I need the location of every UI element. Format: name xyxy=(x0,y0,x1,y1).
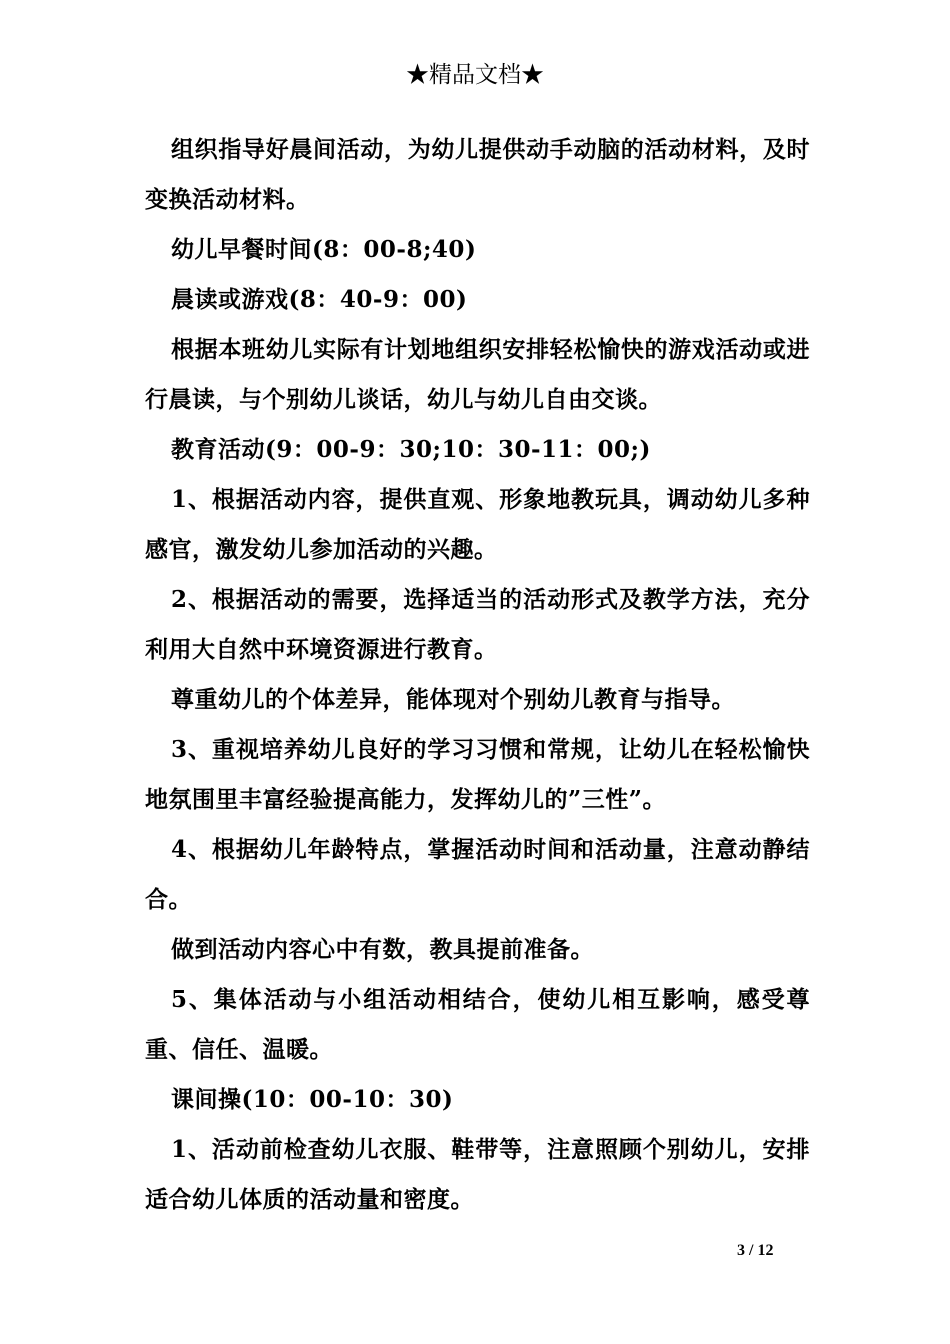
paragraph-reading-or-games: 晨读或游戏(8：40-9：00) xyxy=(171,286,468,313)
paragraph-item-2: 2、根据活动的需要，选择适当的活动形式及教学方法，充分利用大自然中环境资源进行教育。 xyxy=(145,586,810,663)
paragraph-recess-item-1: 1、活动前检查幼儿衣服、鞋带等，注意照顾个别幼儿，安排适合幼儿体质的活动量和密度。 xyxy=(145,1136,810,1213)
paragraph-recess-exercise: 课间操(10：00-10：30) xyxy=(171,1086,454,1113)
paragraph-item-3: 3、重视培养幼儿良好的学习习惯和常规，让幼儿在轻松愉快地氛围里丰富经验提高能力，发挥幼儿的”三性”。 xyxy=(145,736,810,813)
page-header-title: ★精品文档★ xyxy=(406,62,544,88)
paragraph-education-activities: 教育活动(9：00-9：30;10：30-11：00;) xyxy=(171,436,651,463)
paragraph-preparation: 做到活动内容心中有数，教具提前准备。 xyxy=(171,936,594,963)
paragraph-item-4: 4、根据幼儿年龄特点，掌握活动时间和活动量，注意动静结合。 xyxy=(145,836,810,913)
paragraph-morning-activities: 组织指导好晨间活动，为幼儿提供动手动脑的活动材料，及时变换活动材料。 xyxy=(145,136,810,213)
document-body xyxy=(145,125,810,1225)
paragraph-breakfast-time: 幼儿早餐时间(8：00-8;40) xyxy=(171,236,477,263)
paragraph-item-5: 5、集体活动与小组活动相结合，使幼儿相互影响，感受尊重、信任、温暖。 xyxy=(145,986,810,1063)
paragraph-reading-details: 根据本班幼儿实际有计划地组织安排轻松愉快的游戏活动或进行晨读，与个别幼儿谈话，幼儿与幼儿自由交谈。 xyxy=(145,336,810,413)
page-number: 3 / 12 xyxy=(737,1242,774,1259)
paragraph-item-1: 1、根据活动内容，提供直观、形象地教玩具，调动幼儿多种感官，激发幼儿参加活动的兴趣。 xyxy=(145,486,810,563)
paragraph-individual-differences: 尊重幼儿的个体差异，能体现对个别幼儿教育与指导。 xyxy=(171,686,735,713)
